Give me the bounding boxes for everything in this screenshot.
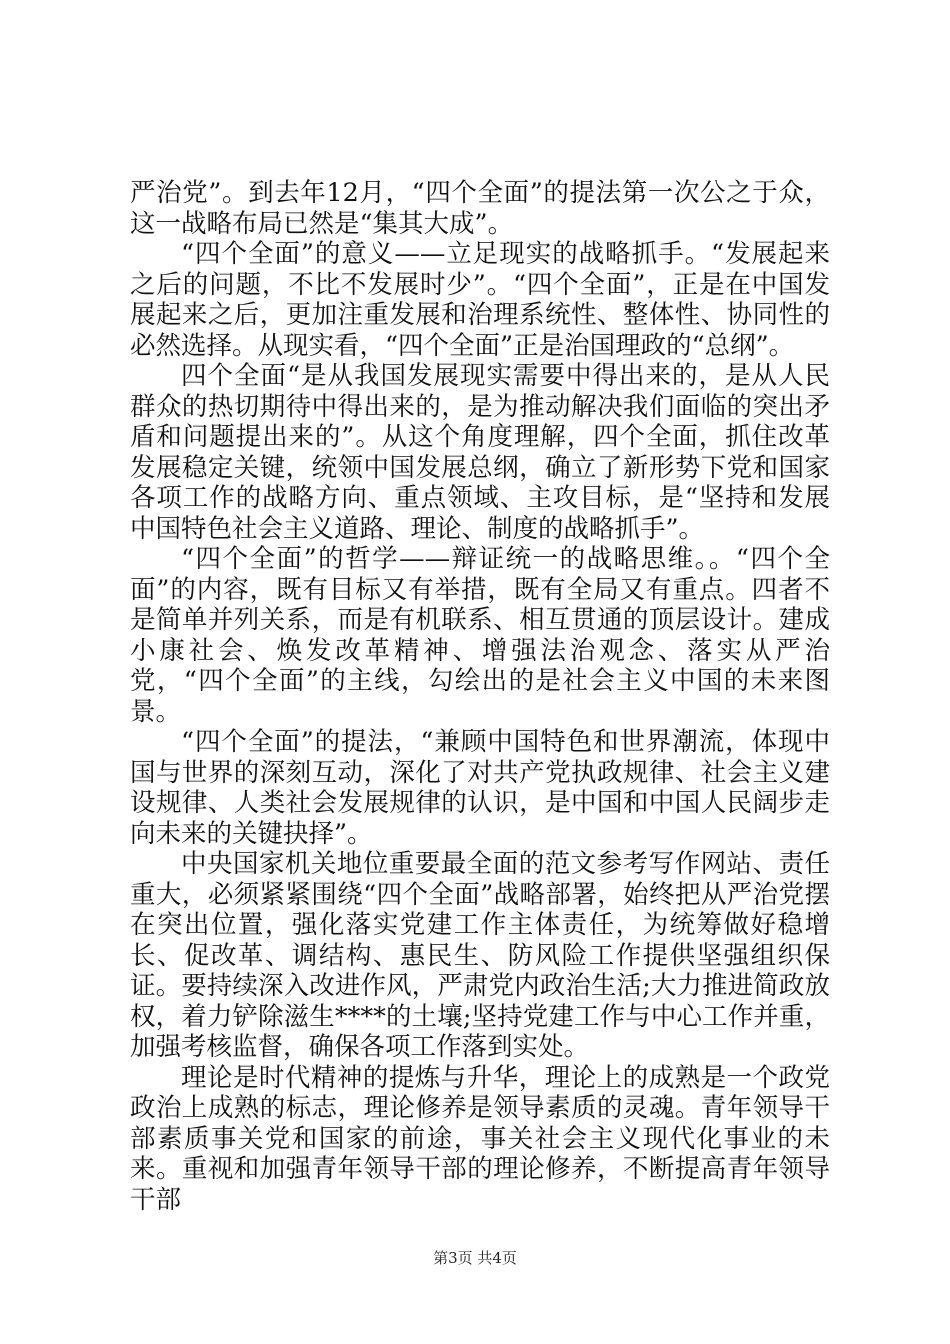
paragraph-1: 严治党”。到去年12月，“四个全面”的提法第一次公之于众，这一战略布局已然是“集其大成”。 (130, 178, 830, 239)
document-body (130, 178, 830, 1215)
paragraph-3: 四个全面“是从我国发展现实需要中得出来的，是从人民群众的热切期待中得出来的，是为推动解决我们面临的突出矛盾和问题提出来的”。从这个角度理解，四个全面，抓住改革发展稳定关键，统领中国发展总纲，确立了新形势下党和国家各项工作的战略方向、重点领域、主攻目标，是“坚持和发展中国特色社会主义道路、理论、制度的战略抓手”。 (130, 361, 830, 544)
paragraph-2: “四个全面”的意义——立足现实的战略抓手。“发展起来之后的问题，不比不发展时少”。“四个全面”，正是在中国发展起来之后，更加注重发展和治理系统性、整体性、协同性的必然选择。从现实看，“四个全面”正是治国理政的“总纲”。 (130, 239, 830, 361)
paragraph-6: 中央国家机关地位重要最全面的范文参考写作网站、责任重大，必须紧紧围绕“四个全面”战略部署，始终把从严治党摆在突出位置，强化落实党建工作主体责任，为统筹做好稳增长、促改革、调结构、惠民生、防风险工作提供坚强组织保证。要持续深入改进作风，严肃党内政治生活;大力推进简政放权，着力铲除滋生****的土壤;坚持党建工作与中心工作并重，加强考核监督，确保各项工作落到实处。 (130, 849, 830, 1062)
page-number-footer: 第3页 共4页 (433, 1249, 517, 1267)
paragraph-7: 理论是时代精神的提炼与升华，理论上的成熟是一个政党政治上成熟的标志，理论修养是领导素质的灵魂。青年领导干部素质事关党和国家的前途，事关社会主义现代化事业的未来。重视和加强青年领导干部的理论修养，不断提高青年领导干部 (130, 1062, 830, 1215)
paragraph-5: “四个全面”的提法，“兼顾中国特色和世界潮流，体现中国与世界的深刻互动，深化了对共产党执政规律、社会主义建设规律、人类社会发展规律的认识，是中国和中国人民阔步走向未来的关键抉择”。 (130, 727, 830, 849)
paragraph-4: “四个全面”的哲学——辩证统一的战略思维。。“四个全面”的内容，既有目标又有举措，既有全局又有重点。四者不是简单并列关系，而是有机联系、相互贯通的顶层设计。建成小康社会、焕发改革精神、增强法治观念、落实从严治党，“四个全面”的主线，勾绘出的是社会主义中国的未来图景。 (130, 544, 830, 727)
